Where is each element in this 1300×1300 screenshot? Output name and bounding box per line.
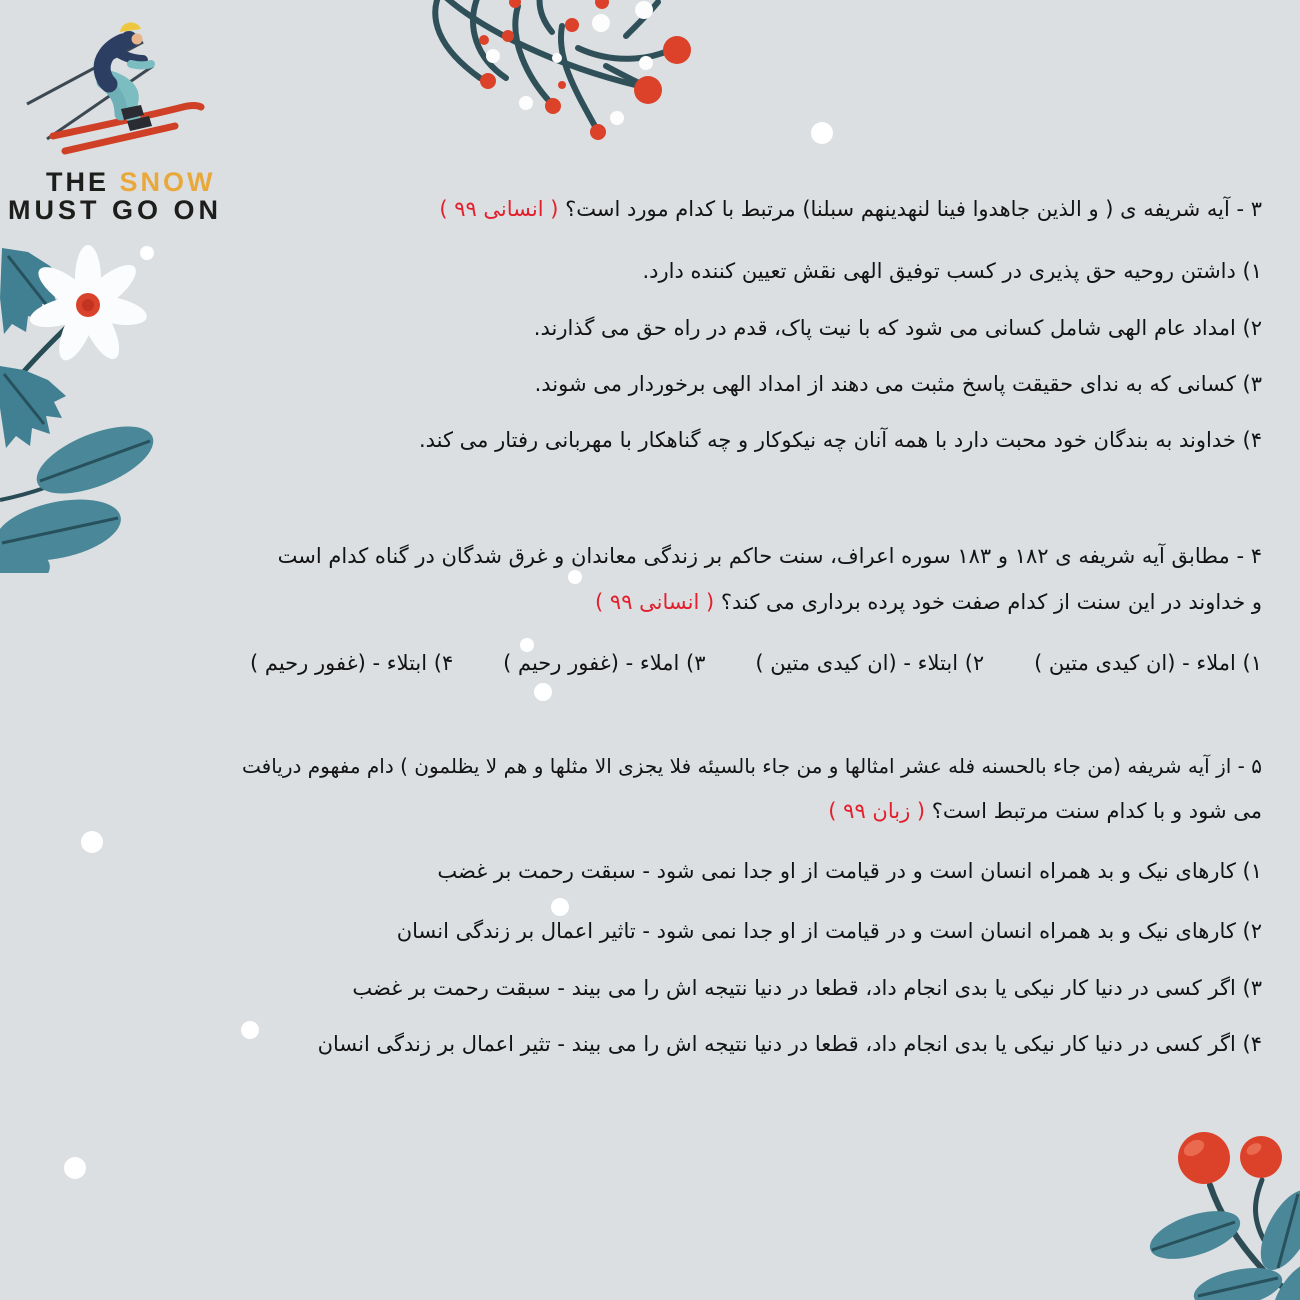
question-3-option-3: ۳) کسانی که به ندای حقیقت پاسخ مثبت می دهند از امداد الهی برخوردار می شوند. [534, 372, 1262, 396]
question-3-option-4: ۴) خداوند به بندگان خود محبت دارد با همه آنان چه نیکوکار و چه گناهکار با مهربانی رفتار می کند. [418, 428, 1262, 452]
question-4-option-3: ۳) املاء - (غفور رحیم ) [503, 651, 706, 675]
brand-snow: SNOW [119, 167, 216, 197]
question-5-option-4: ۴) اگر کسی در دنیا کار نیکی یا بدی انجام داد، قطعا در دنیا نتیجه اش را می بیند - تثیر اعمال بر زندگی انسان [317, 1032, 1262, 1056]
question-4-text: و خداوند در این سنت از کدام صفت خود پرده برداری می کند؟ [714, 590, 1262, 614]
question-4-option-2: ۲) ابتلاء - (ان کیدی متین ) [755, 651, 985, 675]
question-5-option-1: ۱) کارهای نیک و بد همراه انسان است و در قیامت از او جدا نمی شود - سبقت رحمت بر غضب [437, 859, 1262, 883]
question-5-exam-tag: ( زبان ۹۹ ) [828, 799, 926, 823]
question-4-option-1: ۱) املاء - (ان کیدی متین ) [1034, 651, 1262, 675]
question-4-options-row [250, 648, 1262, 678]
question-5-stem-line2 [30, 796, 1262, 826]
question-4-stem-line2 [30, 587, 1262, 617]
brand-the: THE [46, 167, 109, 197]
question-5-stem-line1: ۵ - از آیه شریفه (من جاء بالحسنه فله عشر امثالها و من جاء بالسیئه فلا یجزی الا مثلها و هم لا یظلمون ) دام مفهوم دریافت [242, 754, 1262, 778]
question-4-option-4: ۴) ابتلاء - (غفور رحیم ) [250, 651, 454, 675]
question-3-stem [30, 194, 1262, 224]
question-4-exam-tag: ( انسانی ۹۹ ) [595, 590, 715, 614]
question-3-text: ۳ - آیه شریفه ی ( و الذین جاهدوا فینا لنهدینهم سبلنا) مرتبط با کدام مورد است؟ [558, 197, 1262, 221]
brand-line2: MUST GO ON [8, 195, 222, 225]
question-5-option-2: ۲) کارهای نیک و بد همراه انسان است و در قیامت از او جدا نمی شود - تاثیر اعمال بر زندگی انسان [396, 919, 1262, 943]
question-3-option-1: ۱) داشتن روحیه حق پذیری در کسب توفیق الهی نقش تعیین کننده دارد. [642, 259, 1262, 283]
question-3-exam-tag: ( انسانی ۹۹ ) [439, 197, 559, 221]
question-5-option-3: ۳) اگر کسی در دنیا کار نیکی یا بدی انجام داد، قطعا در دنیا نتیجه اش را می بیند - سبقت رحمت بر غضب [352, 976, 1262, 1000]
question-4-stem-line1: ۴ - مطابق آیه شریفه ی ۱۸۲ و ۱۸۳ سوره اعراف، سنت حاکم بر زندگی معاندان و غرق شدگان در گناه کدام است [277, 544, 1262, 568]
question-5-text: می شود و با کدام سنت مرتبط است؟ [925, 799, 1262, 823]
question-3-option-2: ۲) امداد عام الهی شامل کسانی می شود که با نیت پاک، قدم در راه حق می گذارند. [533, 316, 1262, 340]
